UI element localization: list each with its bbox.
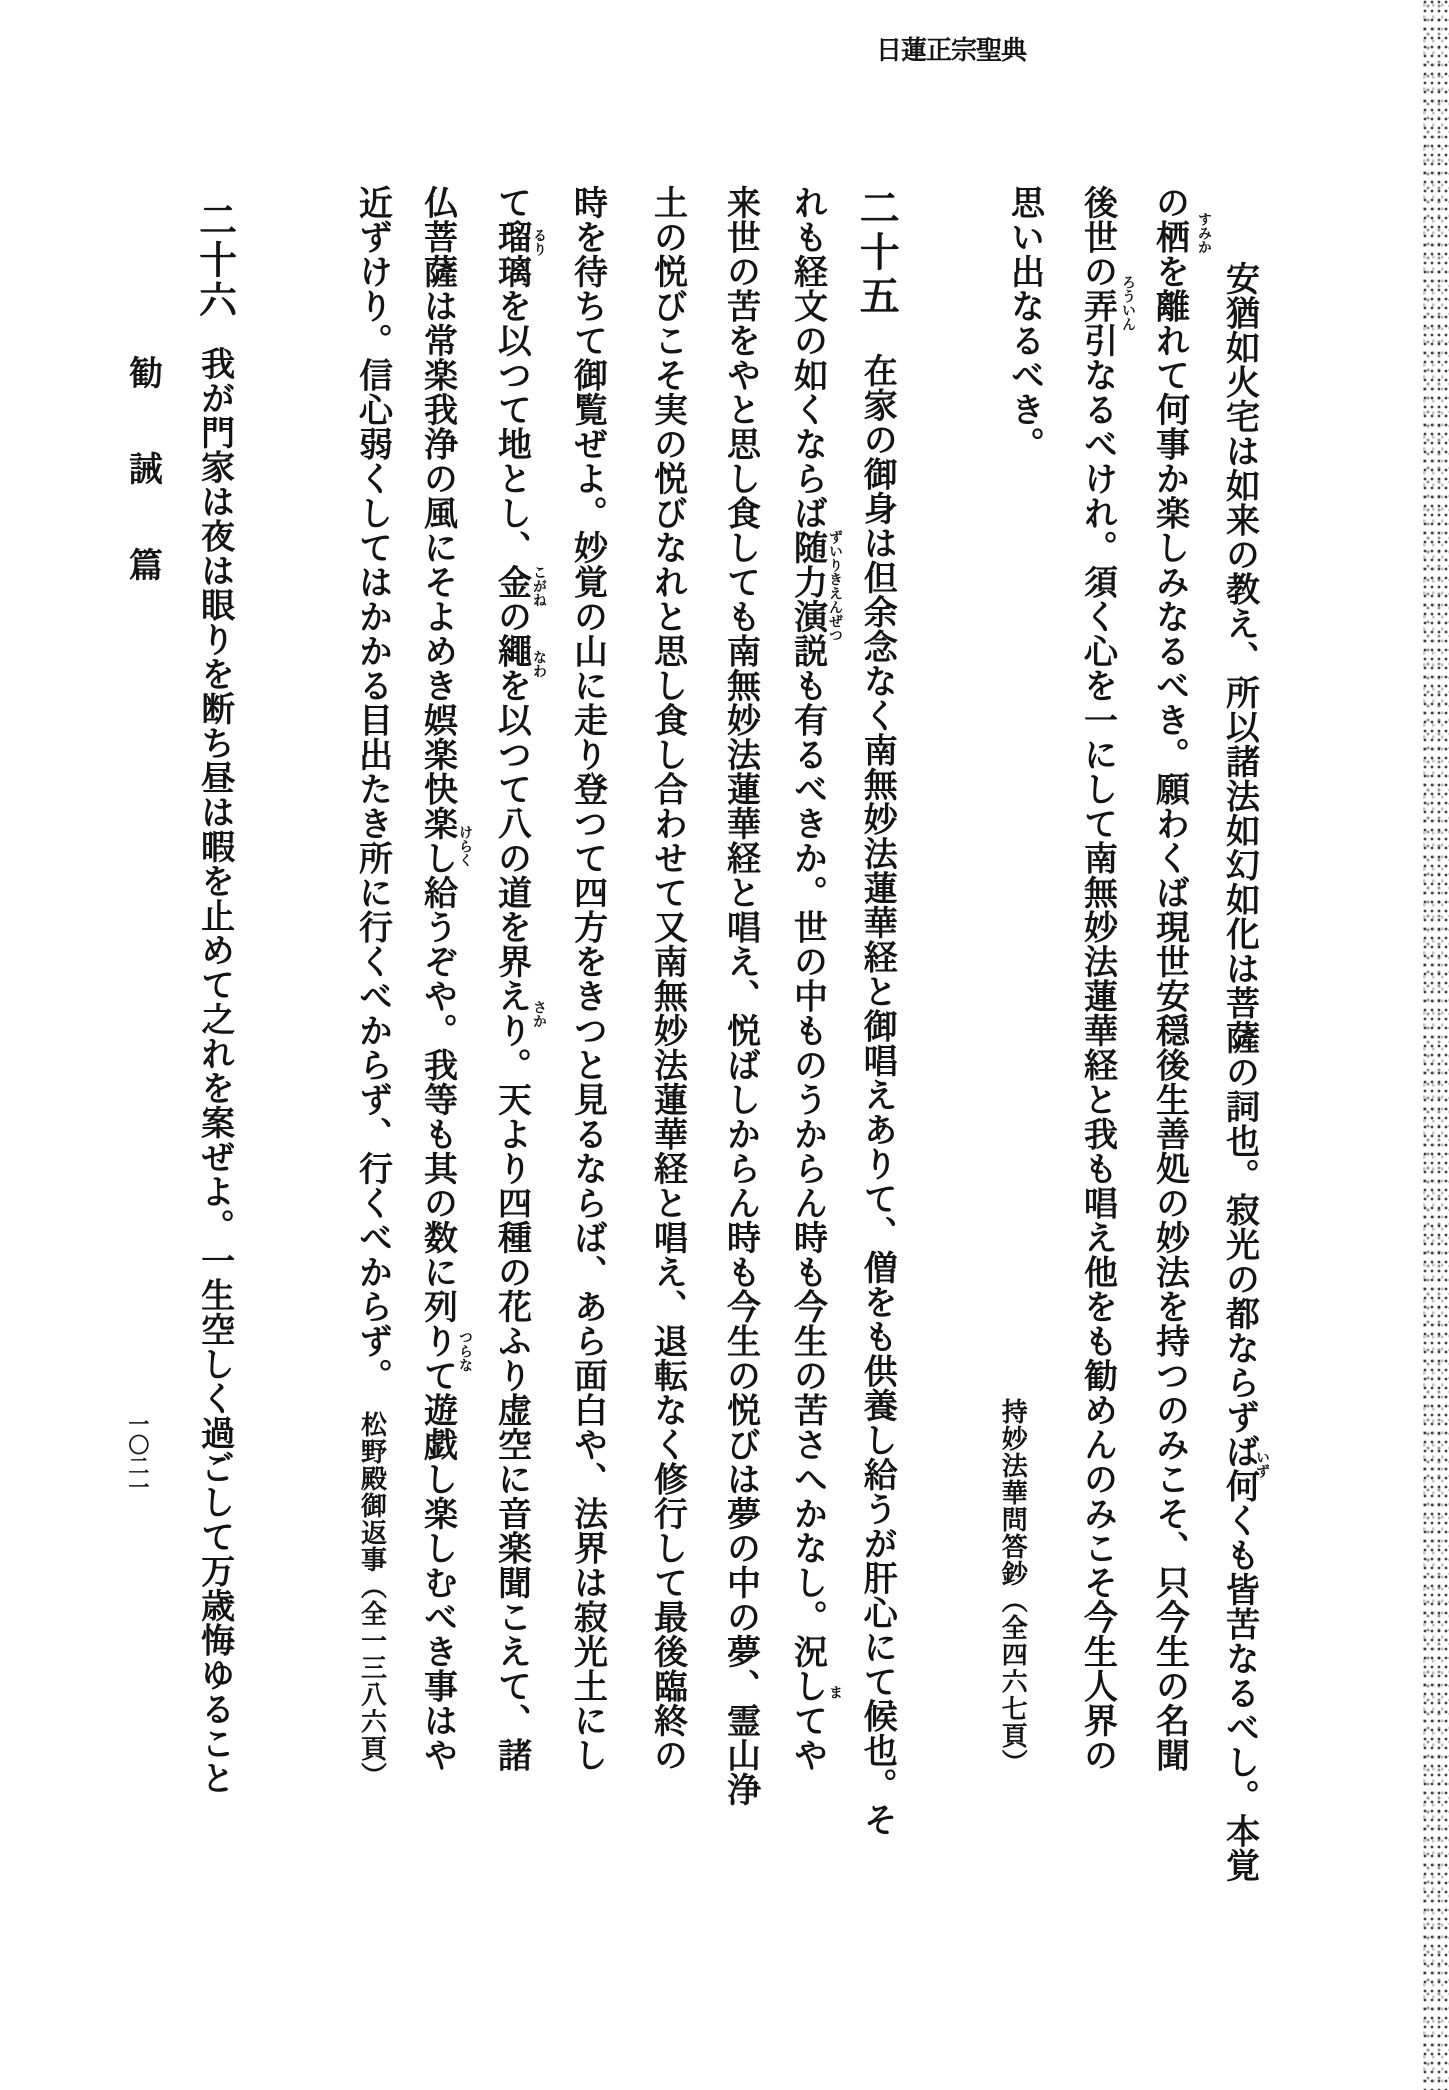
paragraph-text: 在家の御身は但余念なく南無妙法蓮華経と御唱えありて、僧をも供養し給うが肝心にて候也。そ xyxy=(858,353,896,1837)
text-column: 仏菩薩は常楽我浄の風にそよめき娯楽快楽し給うぞや。我等も其の数に列りて遊戯し楽しむべき事はや xyxy=(418,185,456,1772)
furigana-note: けらく xyxy=(457,825,472,867)
page-number: 一〇二一 xyxy=(125,1413,150,1497)
furigana-note: すみか xyxy=(1196,212,1211,254)
furigana-note: なわ xyxy=(531,650,546,678)
furigana-note: さか xyxy=(531,1000,546,1028)
paragraph-text: 近ずけり。信心弱くしてはかかる目出たき所に行くべからず、行くべからず。 xyxy=(353,185,391,1393)
text-column: 思い出なるべき。 xyxy=(1005,185,1043,461)
furigana-note: るり xyxy=(531,228,546,256)
text-column xyxy=(851,187,902,1837)
paragraph-text: 我が門家は夜は眼りを断ち昼は暇を止めて之れを案ぜよ。一生空しく過ごして万歳悔ゆること xyxy=(195,346,233,1795)
book-title-header: 日蓮正宗聖典 xyxy=(876,36,1027,65)
furigana-note: いず xyxy=(1254,1450,1269,1478)
furigana-note: ろういん xyxy=(1120,275,1135,331)
binding-gutter-noise xyxy=(1423,0,1449,2090)
citation-source: 持妙法華問答鈔（全四六七頁） xyxy=(998,1398,1028,1776)
text-column: 土の悦びこそ実の悦びなれと思し食し合わせて又南無妙法蓮華経と唱え、退転なく修行して最後臨終の xyxy=(648,185,686,1772)
text-column: の栖を離れて何事か楽しみなるべき。願わくば現世安穏後生善処の妙法を持つのみこそ、只今生の名聞 xyxy=(1150,185,1188,1772)
section-number: 二十六 xyxy=(192,200,235,320)
paragraph-text: 安猶如火宅は如来の教え、所以諸法如幻如化は菩薩の詞也。寂光の都ならずば何くも皆苦なるべし。本覚 xyxy=(1220,261,1258,1883)
text-column: れも経文の如くならば随力演説も有るべきか。世の中ものうからん時も今生の苦さへかなし。況してや xyxy=(788,185,826,1772)
text-column xyxy=(350,185,394,1789)
furigana-note: つらな xyxy=(457,1330,472,1372)
text-column: て瑠璃を以つて地とし、金の繩を以つて八の道を界えり。天より四種の花ふり虚空に音楽聞こえて、諸 xyxy=(492,185,530,1772)
section-number: 二十五 xyxy=(854,187,900,319)
text-column xyxy=(189,200,238,1795)
furigana-note: ずいりきえんぜつ xyxy=(827,530,842,642)
furigana-note: ま xyxy=(827,1685,842,1699)
text-column: 時を待ちて御覧ぜよ。妙覚の山に走り登つて四方をきつと見るならば、あら面白や、法界は寂光土にし xyxy=(568,185,606,1772)
furigana-note: こがね xyxy=(531,565,546,607)
citation-source: 松野殿御返事（全一三八六頁） xyxy=(357,1410,387,1789)
text-column xyxy=(1217,185,1261,1883)
chapter-running-head: 勧誡篇 xyxy=(123,355,161,643)
text-column: 後世の弄引なるべけれ。須く心を一にして南無妙法蓮華経と我も唱え他をも勧めんのみこそ今生人界の xyxy=(1078,185,1116,1772)
text-column: 来世の苦をやと思し食しても南無妙法蓮華経と唱え、悦ばしからん時も今生の悦びは夢の中の夢、霊山浄 xyxy=(721,185,759,1807)
